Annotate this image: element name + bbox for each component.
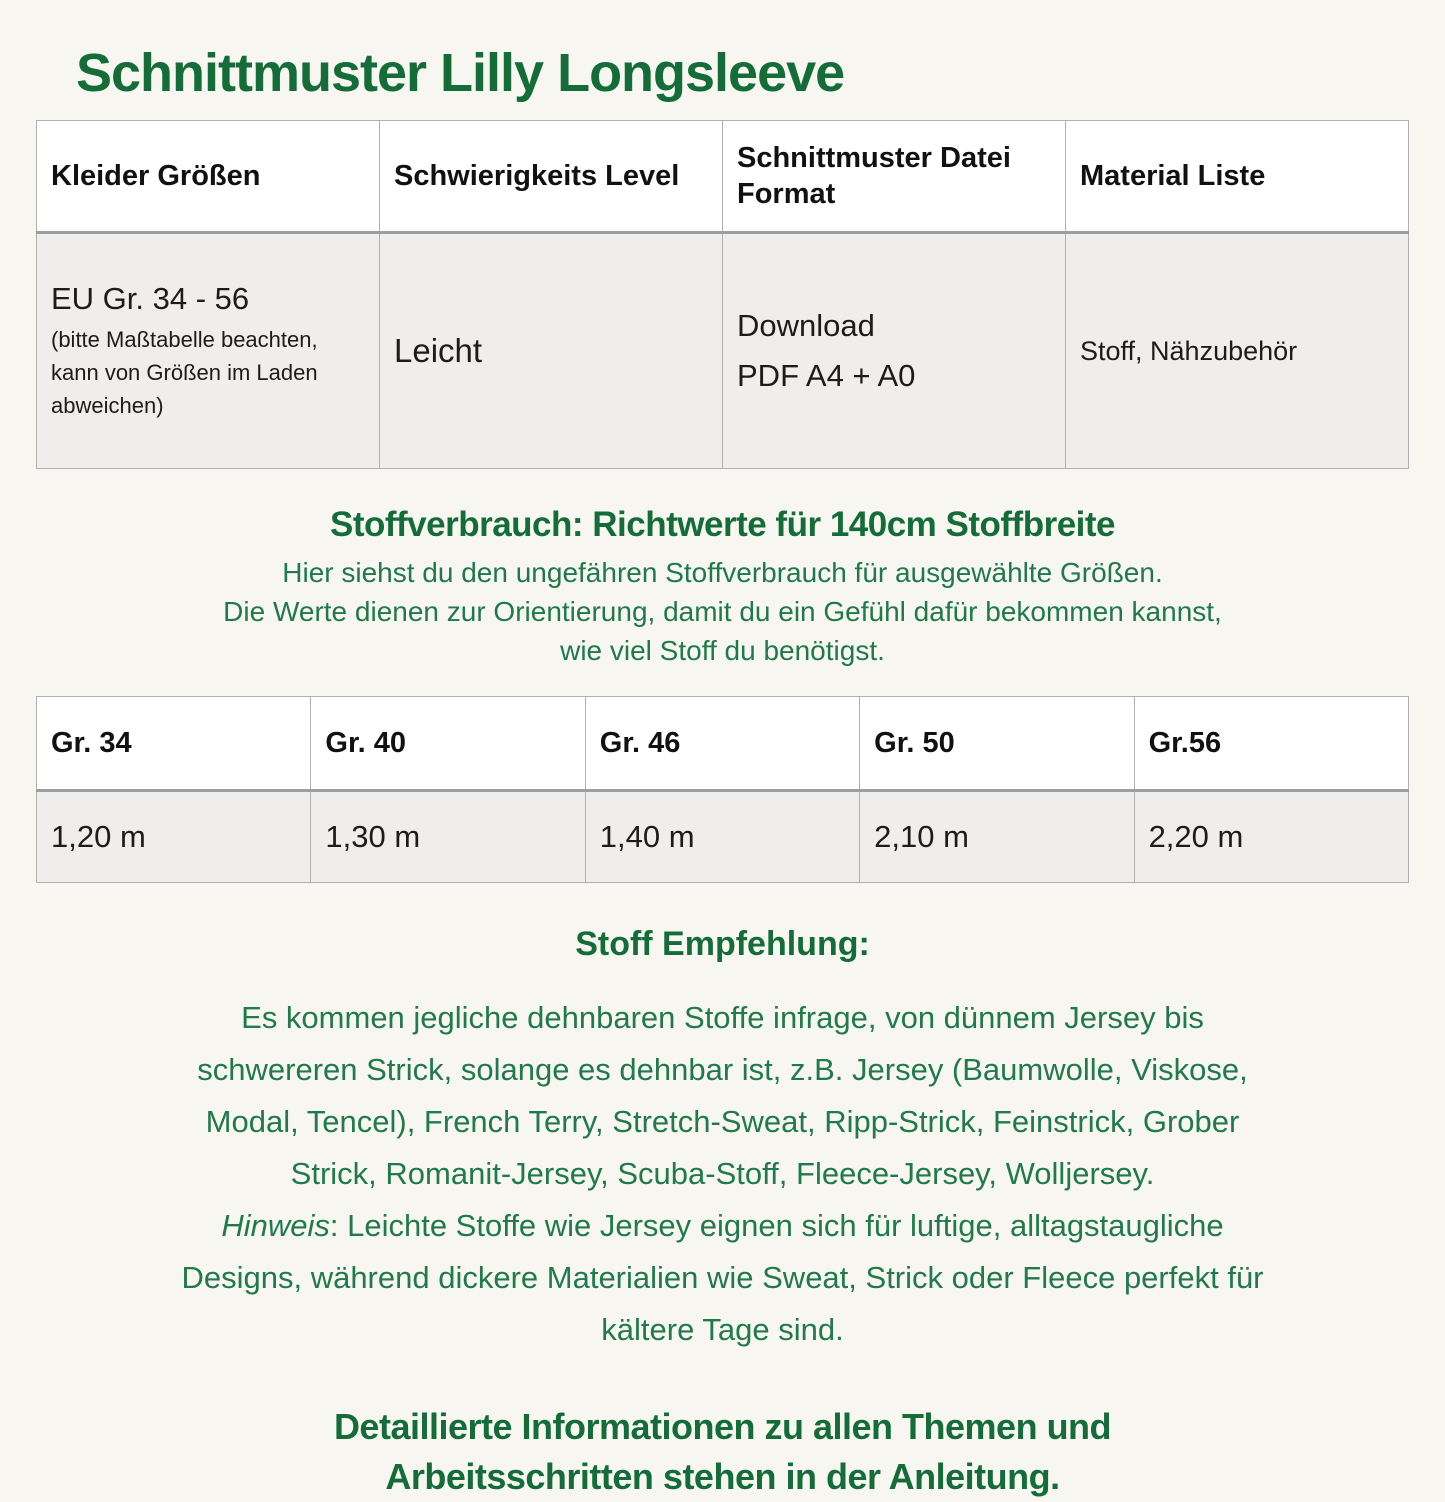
- sizes-note: (bitte Maßtabelle beachten, kann von Größen im Laden abweichen): [51, 326, 318, 418]
- column-header-sizes: Kleider Größen: [37, 121, 380, 233]
- pattern-info-table: [36, 120, 1409, 469]
- recommendation-line5: [36, 1200, 1409, 1252]
- size-header-46: Gr. 46: [585, 697, 859, 791]
- meters-value-row: [37, 791, 1409, 883]
- column-header-file-format: Schnittmuster Datei Format: [723, 121, 1066, 233]
- recommendation-line1: Es kommen jegliche dehnbaren Stoffe infrage, von dünnem Jersey bis: [241, 1000, 1204, 1035]
- file-format-line2: PDF A4 + A0: [737, 358, 916, 393]
- subtext-line1: Hier siehst du den ungefähren Stoffverbrauch für ausgewählte Größen.: [282, 557, 1163, 588]
- sizes-value: EU Gr. 34 - 56: [51, 280, 250, 316]
- cell-difficulty: Leicht: [380, 233, 723, 469]
- size-header-50: Gr. 50: [860, 697, 1134, 791]
- size-header-40: Gr. 40: [311, 697, 585, 791]
- footer-note: [36, 1402, 1409, 1502]
- column-header-materials: Material Liste: [1066, 121, 1409, 233]
- fabric-consumption-table: [36, 696, 1409, 883]
- table-row: [37, 233, 1409, 469]
- fabric-consumption-heading: Stoffverbrauch: Richtwerte für 140cm Stoffbreite: [329, 505, 1116, 544]
- column-header-difficulty: Schwierigkeits Level: [380, 121, 723, 233]
- cell-sizes: [37, 233, 380, 469]
- recommendation-line4: Strick, Romanit-Jersey, Scuba-Stoff, Fleece-Jersey, Wolljersey.: [290, 1156, 1155, 1191]
- cell-file-format: [723, 233, 1066, 469]
- cell-materials: Stoff, Nähzubehör: [1066, 233, 1409, 469]
- size-header-row: [37, 697, 1409, 791]
- meters-value-46: 1,40 m: [585, 791, 859, 883]
- fabric-recommendation-text: [36, 992, 1409, 1356]
- fabric-recommendation-heading: Stoff Empfehlung:: [575, 925, 870, 963]
- meters-value-40: 1,30 m: [311, 791, 585, 883]
- footer-line1: Detaillierte Informationen zu allen Themen und: [333, 1406, 1112, 1447]
- recommendation-line3: Modal, Tencel), French Terry, Stretch-Sweat, Ripp-Strick, Feinstrick, Grober: [205, 1104, 1240, 1139]
- meters-value-50: 2,10 m: [860, 791, 1134, 883]
- recommendation-line2: schwereren Strick, solange es dehnbar ist, z.B. Jersey (Baumwolle, Viskose,: [197, 1052, 1248, 1087]
- subtext-line2: Die Werte dienen zur Orientierung, damit du ein Gefühl dafür bekommen kannst,: [223, 596, 1222, 627]
- footer-line2: Arbeitsschritten stehen in der Anleitung.: [385, 1456, 1060, 1497]
- recommendation-line7: kältere Tage sind.: [601, 1312, 844, 1347]
- recommendation-line6: Designs, während dickere Materialien wie Sweat, Strick oder Fleece perfekt für: [181, 1260, 1264, 1295]
- meters-value-56: 2,20 m: [1134, 791, 1408, 883]
- size-header-34: Gr. 34: [37, 697, 311, 791]
- size-header-56: Gr.56: [1134, 697, 1408, 791]
- file-format-line1: Download: [737, 308, 875, 343]
- fabric-consumption-subtext: [36, 553, 1409, 670]
- hinweis-text: : Leichte Stoffe wie Jersey eignen sich für luftige, alltagstaugliche: [329, 1208, 1224, 1243]
- page-title: Schnittmuster Lilly Longsleeve: [76, 43, 845, 103]
- table-header-row: [37, 121, 1409, 233]
- hinweis-label: Hinweis: [221, 1208, 330, 1243]
- meters-value-34: 1,20 m: [37, 791, 311, 883]
- subtext-line3: wie viel Stoff du benötigst.: [560, 635, 885, 666]
